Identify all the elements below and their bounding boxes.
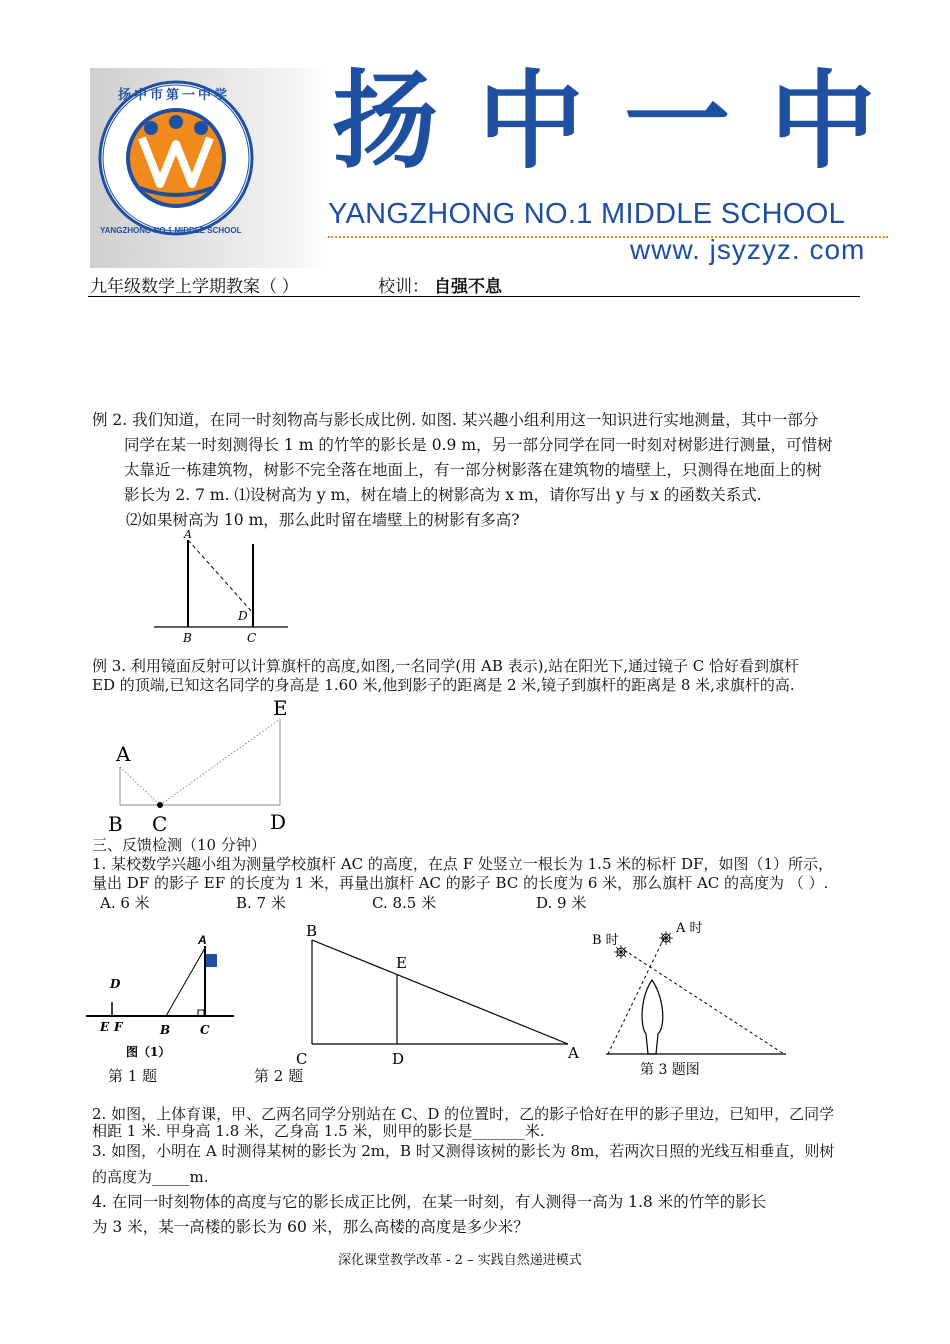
- logo-ring-text-en: YANGZHONG NO.1 MIDDLE SCHOOL: [100, 226, 242, 235]
- q2-line2: 相距 1 米. 甲身高 1.8 米，乙身高 1.5 米，则甲的影长是_______米.: [92, 1122, 545, 1140]
- label-A: A: [116, 742, 131, 766]
- ray-B: [624, 950, 784, 1054]
- example3-figure: [100, 695, 300, 835]
- q1-figure: [82, 926, 242, 1066]
- label-E: E: [396, 954, 407, 972]
- label-B: B: [160, 1023, 171, 1037]
- q2-line1: 2. 如图，上体育课，甲、乙两名同学分别站在 C、D 的位置时，乙的影子恰好在甲的影子里边，已知甲，乙同学: [92, 1105, 835, 1123]
- sun-A-icon: [659, 931, 673, 945]
- q1-option-a: A. 6 米: [100, 894, 150, 912]
- label-A: A: [184, 528, 192, 541]
- label-B: B: [108, 812, 123, 835]
- sight-line-AC: [120, 767, 160, 805]
- label-E: E: [100, 1020, 110, 1034]
- school-name-en: YANGZHONG NO.1 MIDDLE SCHOOL: [328, 198, 846, 230]
- tree-shape: [642, 980, 663, 1054]
- figure-caption: 图（1）: [126, 1045, 171, 1059]
- q1-option-c: C. 8.5 米: [372, 894, 437, 912]
- motto-label: 校训：: [378, 277, 429, 296]
- q4-line1: 4. 在同一时刻物体的高度与它的影长成正比例，在某一时刻，有人测得一高为 1.8 米的竹竿的影长: [92, 1193, 767, 1211]
- label-D: D: [110, 977, 121, 991]
- label-A: A 时: [676, 921, 703, 936]
- example2-line3: 太靠近一栋建筑物，树影不完全落在地面上，有一部分树影落在建筑物的墙壁上，只测得在地面上的树: [124, 461, 822, 479]
- sun-ray-line: [188, 540, 253, 613]
- label-B: B: [183, 631, 192, 645]
- label-A: A: [198, 933, 207, 947]
- header-line: [88, 268, 860, 297]
- q1-line2: 量出 DF 的影子 EF 的长度为 1 米，再量出旗杆 AC 的影子 BC 的长度为 6 米，那么旗杆 AC 的高度为 （ ）.: [92, 874, 829, 892]
- ray-A: [608, 938, 664, 1054]
- ray-BA: [312, 940, 568, 1044]
- course-title: 九年级数学上学期教案（ ）: [90, 277, 299, 296]
- label-D: D: [270, 810, 287, 834]
- label-C: C: [296, 1050, 308, 1068]
- school-website: www. jsyzyz. com: [630, 234, 866, 265]
- label-F: F: [114, 1020, 123, 1034]
- school-name-cn: 扬中一中: [332, 63, 916, 181]
- sight-line-CE: [160, 719, 280, 805]
- header-banner: [90, 63, 916, 268]
- example2-line1: 例 2. 我们知道，在同一时刻物高与影长成比例. 如图. 某兴趣小组利用这一知识进行实地测量，其中一部分: [92, 411, 819, 429]
- label-C: C: [200, 1023, 210, 1037]
- q1-line1: 1. 某校数学兴趣小组为测量学校旗杆 AC 的高度，在点 F 处竖立一根长为 1.5 米的标杆 DF，如图（1）所示，: [92, 855, 834, 873]
- q4-line2: 为 3 米，某一高楼的影长为 60 米，那么高楼的高度是多少米？: [92, 1218, 529, 1236]
- label-C: C: [152, 812, 168, 835]
- figure-caption: 第 3 题图: [640, 1062, 700, 1078]
- q2-figure-label: 第 2 题: [254, 1067, 304, 1085]
- example2-line2: 同学在某一时刻测得长 1 m 的竹竿的影长是 0.9 m，另一部分同学在同一时刻对树影进行测量，可惜树: [124, 436, 833, 454]
- example3-line2: ED 的顶端,已知这名同学的身高是 1.60 米,他到影子的距离是 2 米,镜子到旗杆的距离是 8 米,求旗杆的高.: [92, 676, 795, 694]
- example2-line4: 影长为 2. 7 m. ⑴设树高为 y m，树在墙上的树影高为 x m，请你写出 y 与 x 的函数关系式.: [124, 486, 762, 504]
- example2-line5: ⑵如果树高为 10 m，那么此时留在墙壁上的树影有多高?: [126, 511, 520, 529]
- q3-line2: 的高度为_____m.: [92, 1168, 209, 1186]
- q1-option-b: B. 7 米: [236, 894, 286, 912]
- label-E: E: [273, 696, 288, 720]
- label-A: A: [568, 1044, 579, 1062]
- section3-title: 三、反馈检测（10 分钟）: [92, 836, 266, 854]
- label-D: D: [238, 609, 248, 623]
- flag: [206, 954, 217, 967]
- label-D: D: [392, 1050, 405, 1068]
- example3-line1: 例 3. 利用镜面反射可以计算旗杆的高度,如图,一名同学(用 AB 表示),站在阳光下,通过镜子 C 恰好看到旗杆: [92, 657, 800, 675]
- logo-ring-text: 扬中市第一中学: [118, 87, 231, 102]
- page-footer: 深化课堂教学改革 - 2 – 实践自然递进模式: [338, 1253, 582, 1268]
- q3-line1: 3. 如图，小明在 A 时测得某树的影长为 2m，B 时又测得该树的影长为 8m，若两次日照的光线互相垂直，则树: [92, 1142, 835, 1160]
- label-C: C: [247, 631, 257, 645]
- sun-ray-line: [166, 948, 205, 1016]
- q1-figure-label: 第 1 题: [108, 1067, 158, 1085]
- q2-figure: [292, 918, 592, 1068]
- q3-figure: [588, 918, 798, 1088]
- label-B: B: [306, 922, 318, 940]
- label-B: B 时: [592, 933, 619, 948]
- mirror-point: [157, 802, 163, 808]
- motto: 自强不息: [434, 277, 502, 296]
- q1-option-d: D. 9 米: [536, 894, 587, 912]
- example2-figure: [150, 528, 295, 648]
